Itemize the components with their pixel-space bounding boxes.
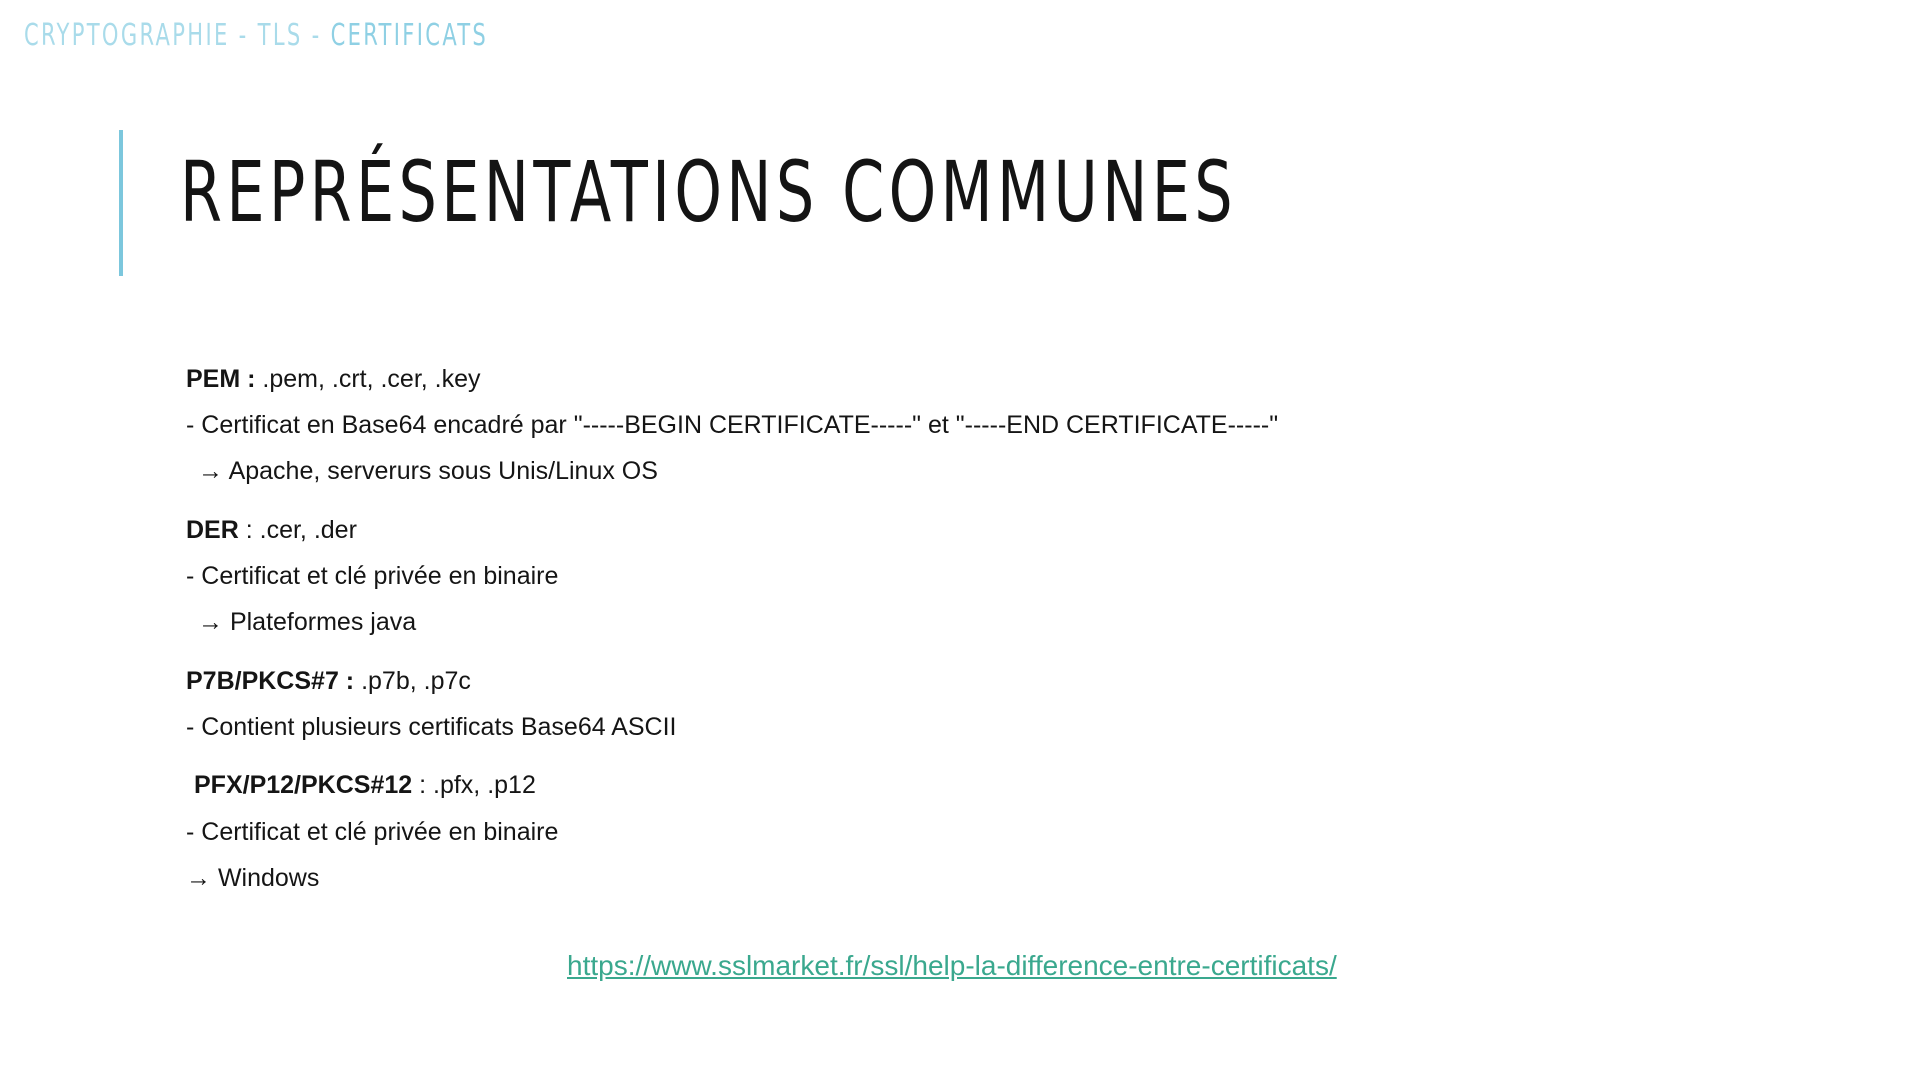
- pfx-usage: → Windows: [186, 864, 320, 892]
- pem-usage: → Apache, serverurs sous Unis/Linux OS: [198, 457, 658, 485]
- der-name: DER: [186, 516, 239, 544]
- slide-title: REPRÉSENTATIONS COMMUNES: [180, 143, 1237, 241]
- p7b-detail: - Contient plusieurs certificats Base64 ASCII: [186, 713, 677, 741]
- pfx-extensions: : .pfx, .p12: [412, 771, 536, 799]
- der-usage: → Plateformes java: [198, 608, 417, 636]
- pem-name: PEM :: [186, 365, 256, 393]
- section-header-part1: CRYPTOGRAPHIE - TLS -: [24, 18, 331, 53]
- title-accent-bar: [119, 130, 123, 276]
- pem-detail: - Certificat en Base64 encadré par "-----BEGIN CERTIFICATE-----" et "-----END CERTIFICATE-----": [186, 411, 1279, 439]
- section-header: [24, 18, 488, 53]
- section-header-part2: CERTIFICATS: [330, 18, 489, 53]
- p7b-extensions: .p7b, .p7c: [354, 667, 471, 695]
- pem-heading: [186, 365, 481, 394]
- p7b-heading: [186, 667, 471, 696]
- der-extensions: : .cer, .der: [238, 516, 357, 544]
- reference-link[interactable]: https://www.sslmarket.fr/ssl/help-la-difference-entre-certificats/: [567, 950, 1337, 981]
- der-detail: - Certificat et clé privée en binaire: [186, 562, 559, 590]
- pfx-name: PFX/P12/PKCS#12: [194, 771, 413, 799]
- p7b-name: P7B/PKCS#7 :: [186, 667, 355, 695]
- der-heading: [186, 516, 357, 545]
- pfx-heading: [194, 771, 536, 800]
- pfx-detail: - Certificat et clé privée en binaire: [186, 818, 559, 846]
- pem-extensions: .pem, .crt, .cer, .key: [255, 365, 481, 393]
